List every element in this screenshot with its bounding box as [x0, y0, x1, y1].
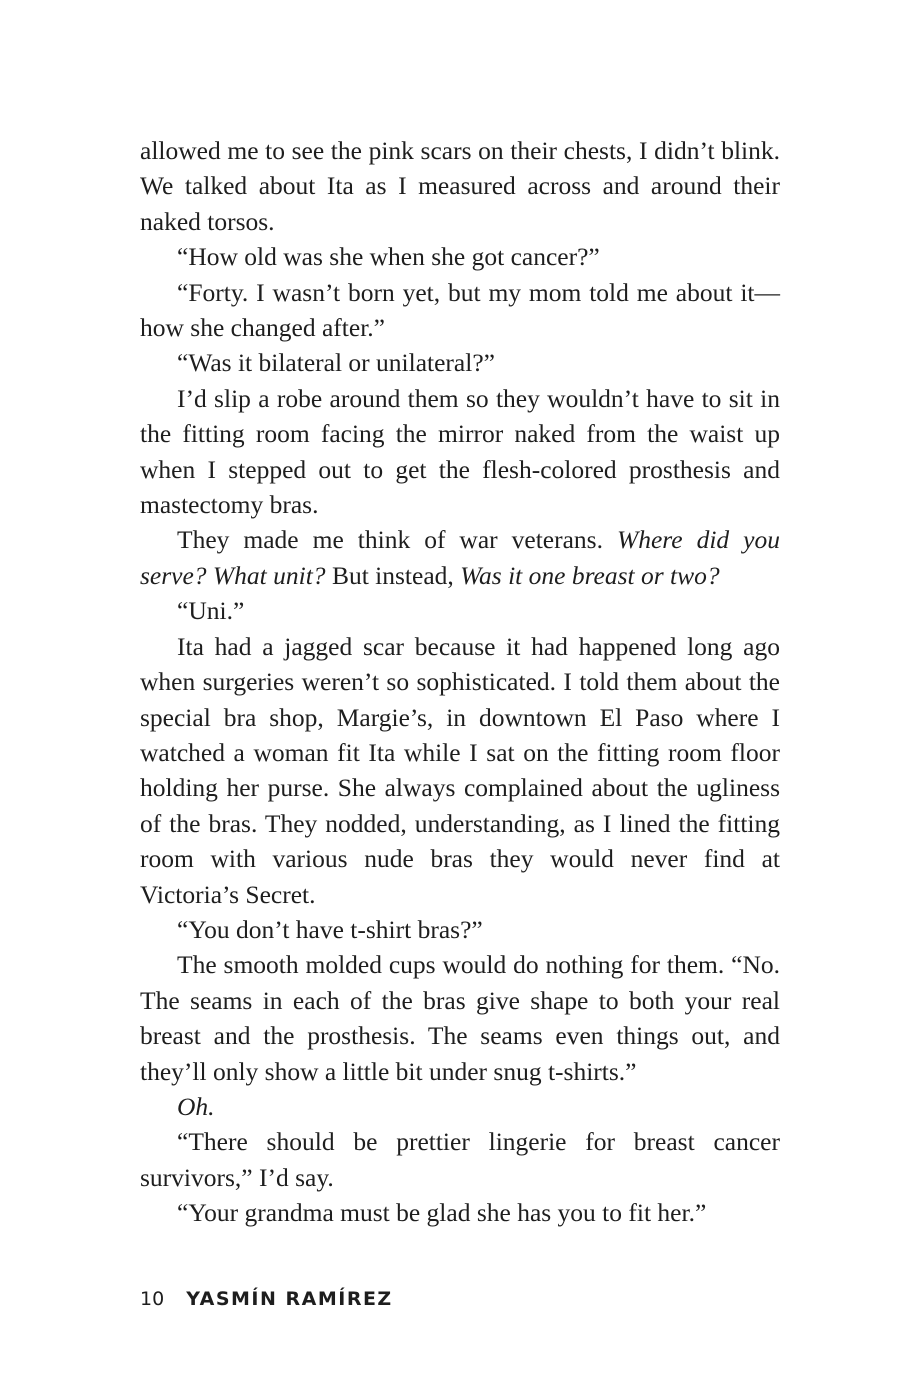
paragraph-text: “Forty. I wasn’t born yet, but my mom told me about it—how she changed after.”: [140, 277, 780, 343]
paragraph-text: Ita had a jagged scar because it had happened long ago when surgeries weren’t so sophisticated. I told them about the special bra shop, Margie’s, in downtown El Paso where I watched a woman fit Ita while I sat on the fitting room floor holding her purse. She always complained about the ugliness of the bras. They nodded, understanding, as I lined the fitting room with various nude bras they would never find at Victoria’s Secret.: [140, 631, 780, 909]
paragraph: [140, 947, 780, 1089]
paragraph-text: They made me think of war veterans.: [177, 525, 617, 555]
paragraph: [140, 381, 780, 523]
dialogue-paragraph: [140, 1124, 780, 1195]
italic-thought: Where did you serve? What unit?: [140, 525, 780, 590]
paragraph-text: “Your grandma must be glad she has you to fit her.”: [177, 1198, 707, 1228]
dialogue-paragraph: [140, 239, 780, 274]
paragraph-text: I’d slip a robe around them so they wouldn’t have to sit in the fitting room facing the mirror naked from the waist up when I stepped out to get the flesh-colored prosthesis and mastectomy bras.: [140, 383, 780, 520]
paragraph-text: The smooth molded cups would do nothing for them. “No. The seams in each of the bras give shape to both your real breast and the prosthesis. The seams even things out, and they’ll only show a little bit under snug t-shirts.”: [140, 950, 780, 1086]
author-name: YASMÍN RAMÍREZ: [186, 1288, 393, 1310]
paragraph-text: “Uni.”: [177, 596, 245, 626]
page-body: [140, 133, 780, 1231]
thought-paragraph: [140, 1089, 780, 1124]
paragraph-text: “You don’t have t-shirt bras?”: [177, 914, 483, 944]
paragraph-text: “How old was she when she got cancer?”: [177, 242, 600, 272]
paragraph-text: “There should be prettier lingerie for breast cancer survivors,” I’d say.: [140, 1127, 780, 1192]
dialogue-paragraph: [140, 275, 780, 346]
page-number: 10: [140, 1288, 165, 1310]
dialogue-paragraph: [140, 345, 780, 380]
dialogue-paragraph: [140, 593, 780, 628]
paragraph-text: allowed me to see the pink scars on their chests, I didn’t blink. We talked about Ita as I measured across and around their naked torsos.: [140, 136, 780, 236]
paragraph-text: But instead,: [325, 560, 461, 590]
running-footer: [140, 1286, 393, 1312]
paragraph: [140, 629, 780, 912]
dialogue-paragraph: [140, 1195, 780, 1230]
paragraph: [140, 133, 780, 239]
italic-thought: Was it one breast or two?: [460, 560, 720, 590]
italic-thought: Oh.: [177, 1091, 215, 1121]
dialogue-paragraph: [140, 912, 780, 947]
paragraph-text: “Was it bilateral or unilateral?”: [177, 348, 495, 378]
paragraph: [140, 522, 780, 593]
